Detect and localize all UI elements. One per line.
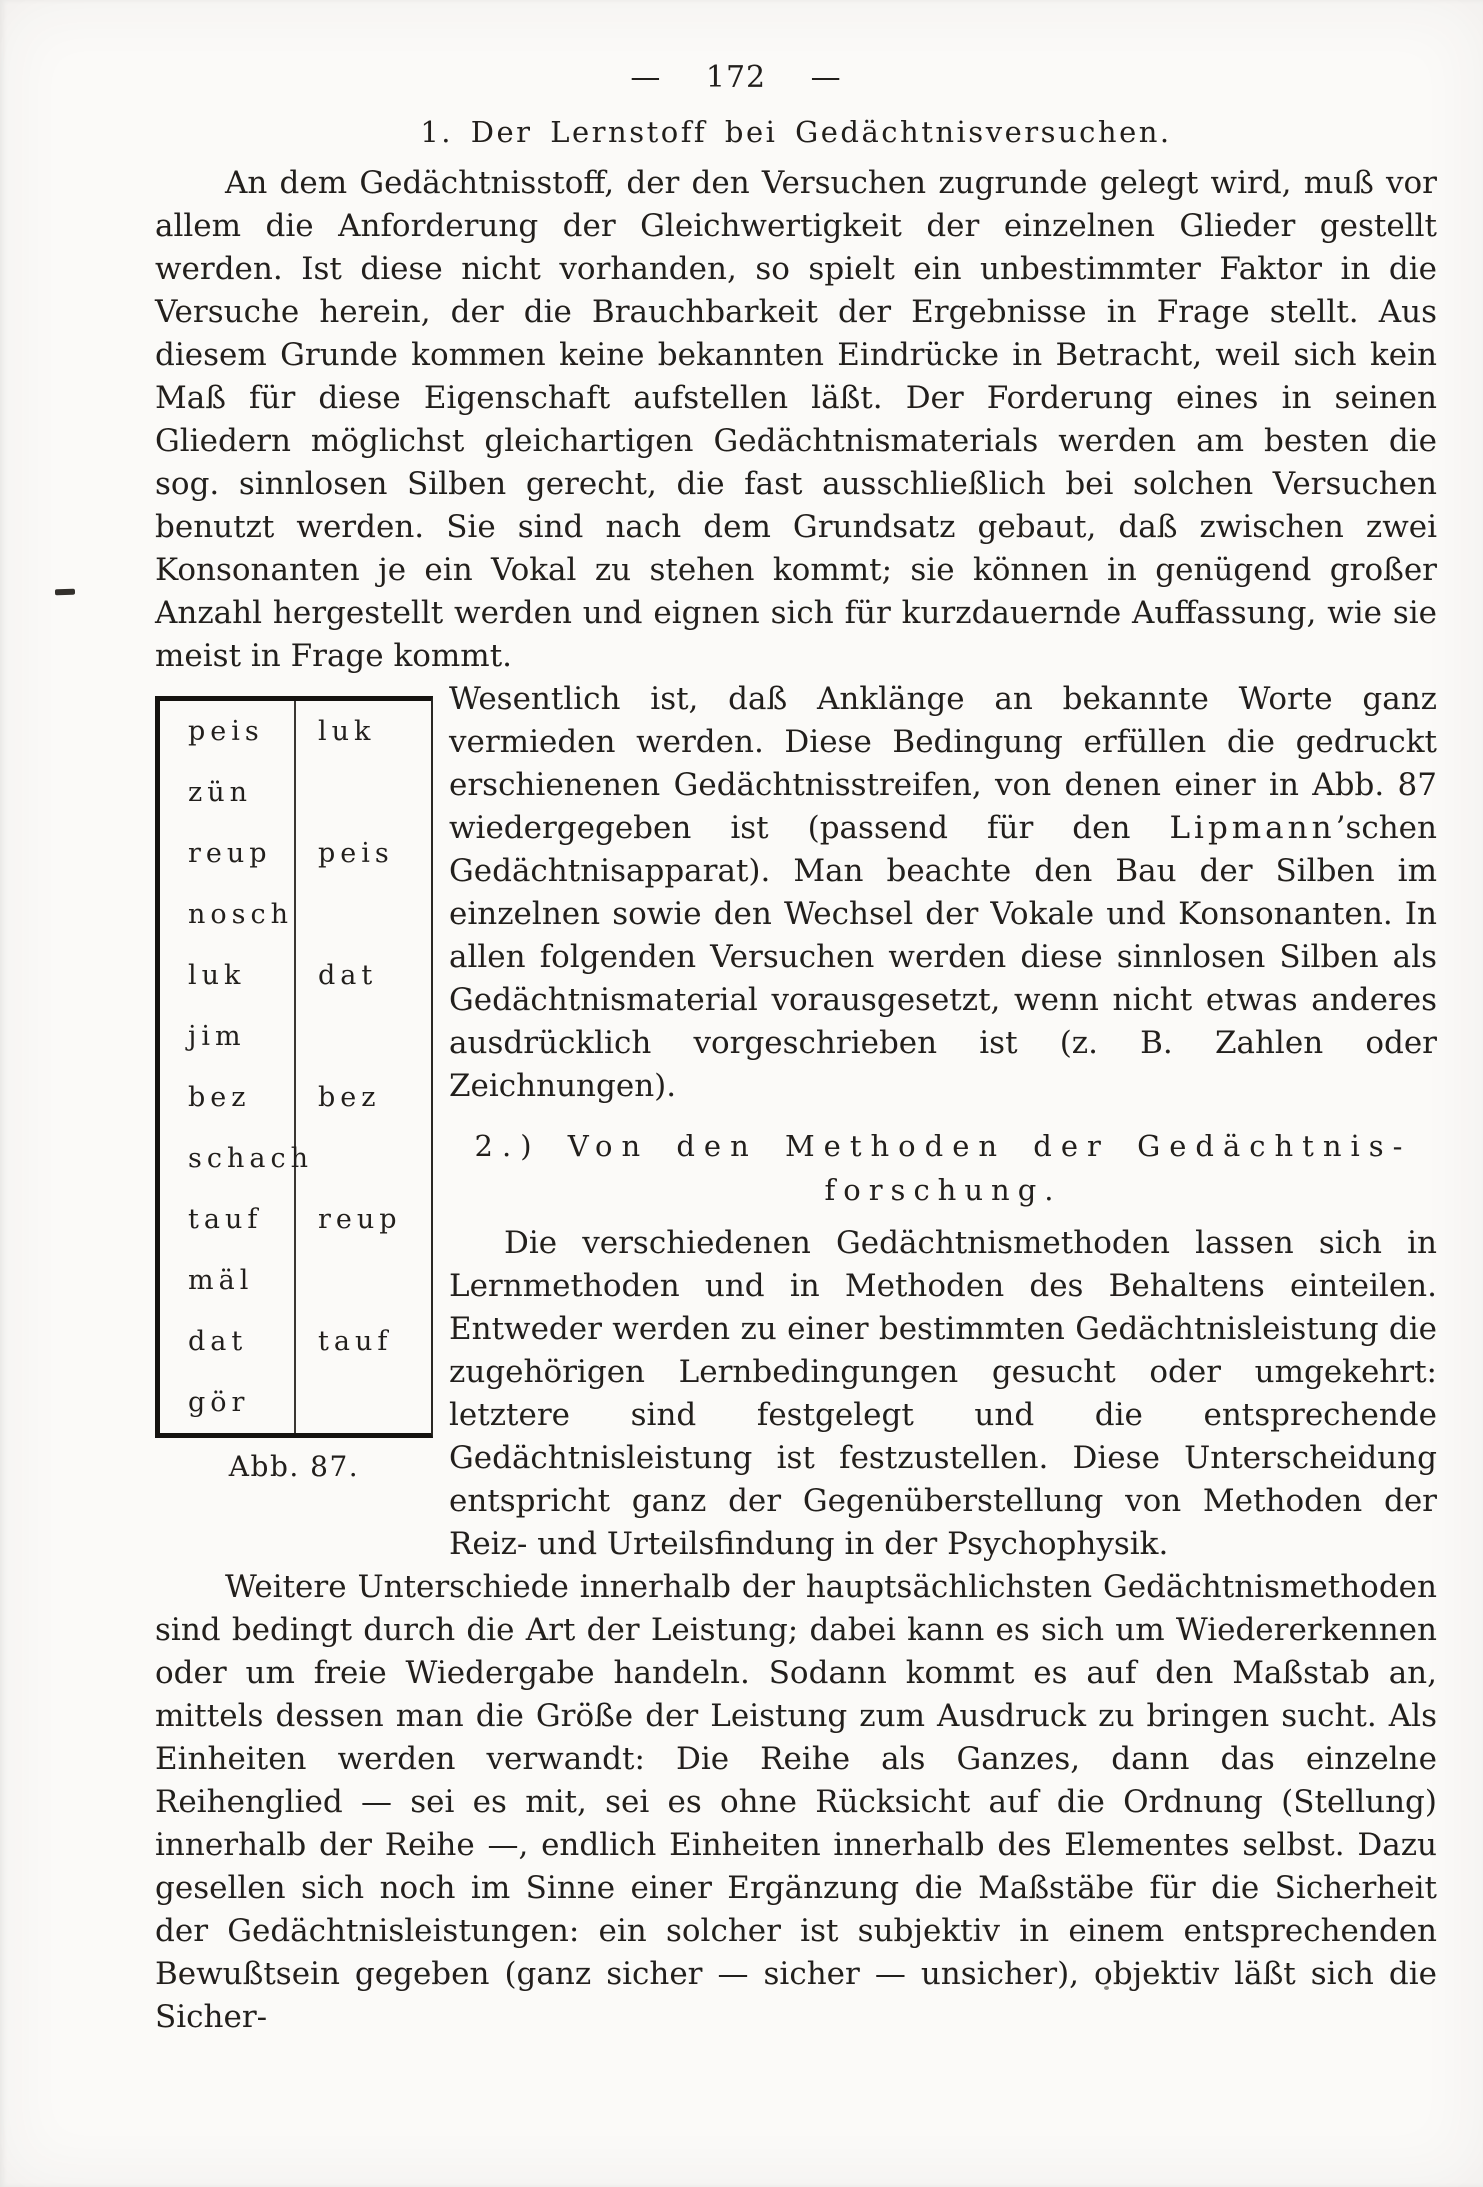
- table-row: [160, 762, 431, 823]
- syllable-right: luk: [318, 716, 376, 747]
- paragraph-3: Weitere Unterschiede innerhalb der hauptsächlichsten Gedächtnismethoden sind bedingt durch die Art der Leistung; dabei kann es sich um Wiedererkennen oder um freie Wiedergabe handeln. Sodann kommt es auf den Maßstab an, mittels dessen man die Größe der Leistung zum Ausdruck zu bringen sucht. Als Einheiten werden verwandt: Die Reihe als Ganzes, dann das einzelne Reihenglied — sei es mit, sei es ohne Rücksicht auf die Ordnung (Stellung) innerhalb der Reihe —, endlich Einheiten innerhalb des Elementes selbst. Dazu gesellen sich noch im Sinne einer Ergänzung die Maßstäbe für die Sicherheit der Gedächtnisleistungen: ein solcher ist subjektiv in einem entsprechenden Bewußtsein gegeben (ganz sicher — sicher — unsicher), objektiv läßt sich die Sicher-: [155, 1569, 1437, 2035]
- page-number: — 172 —: [630, 60, 842, 95]
- name-lipmann: Lipmann: [1169, 810, 1336, 846]
- syllable-table: [155, 696, 433, 1438]
- text-block: [155, 58, 1437, 2039]
- figure-caption: Abb. 87.: [228, 1450, 360, 1483]
- table-row: [160, 1128, 431, 1189]
- table-row: [160, 1067, 431, 1128]
- table-row: [160, 1006, 431, 1067]
- syllable-left: gör: [160, 1372, 296, 1433]
- scan-artifact-dash: [55, 589, 75, 596]
- syllable-left: luk: [160, 945, 296, 1006]
- syllable-left: schach: [160, 1128, 296, 1189]
- table-row: [160, 945, 431, 1006]
- figure-abb-87: [155, 696, 433, 1483]
- syllable-right: reup: [318, 1204, 402, 1235]
- syllable-left: nosch: [160, 884, 296, 945]
- syllable-left: tauf: [160, 1189, 296, 1250]
- syllable-left: mäl: [160, 1250, 296, 1311]
- paragraph-text: ’schen Gedächtnisapparat). Man beachte den Bau der Silben im einzelnen sowie den Wechsel der Vokale und Konsonanten. In allen folgenden Versuchen werden diese sinnlosen Silben als Gedächtnismaterial vorausgesetzt, wenn nicht etwas anderes ausdrücklich vorgeschrieben ist (z. B. Zahlen oder Zeichnungen).: [449, 810, 1437, 1104]
- section-2-heading-line1: 2.) Von den Methoden der Gedächtnis-: [474, 1129, 1412, 1163]
- syllable-left: reup: [160, 823, 296, 884]
- table-row: [160, 1372, 431, 1433]
- section-2-heading-line2: forschung.: [824, 1173, 1062, 1207]
- syllable-left: jim: [160, 1006, 296, 1067]
- syllable-left: bez: [160, 1067, 296, 1128]
- syllable-right: bez: [318, 1082, 381, 1113]
- table-row: [160, 1189, 431, 1250]
- table-row: [160, 823, 431, 884]
- syllable-left: peis: [160, 701, 296, 762]
- table-row: [160, 701, 431, 762]
- table-row: [160, 1250, 431, 1311]
- paragraph-text: Wesentlich ist, daß Anklänge an bekannte Worte ganz vermieden werden. Diese Bedingung erfüllen die gedruckt erschienenen Gedächtnisstreifen, von denen einer in Abb. 87 wiedergegeben ist (passend für den: [449, 681, 1437, 846]
- syllable-left: zün: [160, 762, 296, 823]
- syllable-left: dat: [160, 1311, 296, 1372]
- section-1-heading: 1. Der Lernstoff bei Gedächtnisversuchen.: [420, 115, 1172, 149]
- syllable-right: dat: [318, 960, 378, 991]
- table-row: [160, 884, 431, 945]
- paragraph-2: Die verschiedenen Gedächtnismethoden lassen sich in Lernmethoden und in Methoden des Behaltens einteilen. Entweder werden zu einer bestimmten Gedächtnisleistung die zugehörigen Lernbedingungen gesucht oder umgekehrt: letztere sind festgelegt und die entsprechende Gedächtnisleistung ist festzustellen. Diese Unterscheidung entspricht ganz der Gegenüberstellung von Methoden der Reiz- und Urteilsfindung in der Psychophysik.: [449, 1225, 1437, 1562]
- syllable-right: tauf: [318, 1326, 393, 1357]
- syllable-right: peis: [318, 838, 394, 869]
- paragraph-1: An dem Gedächtnisstoff, der den Versuchen zugrunde gelegt wird, muß vor allem die Anforderung der Gleichwertigkeit der einzelnen Glieder gestellt werden. Ist diese nicht vorhanden, so spielt ein unbestimmter Faktor in die Versuche herein, der die Brauchbarkeit der Ergebnisse in Frage stellt. Aus diesem Grunde kommen keine bekannten Eindrücke in Betracht, weil sich kein Maß für diese Eigenschaft aufstellen läßt. Der Forderung eines in seinen Gliedern möglichst gleichartigen Gedächtnismaterials werden am besten die sog. sinnlosen Silben gerecht, die fast ausschließlich bei solchen Versuchen benutzt werden. Sie sind nach dem Grundsatz gebaut, daß zwischen zwei Konsonanten je ein Vokal zu stehen kommt; sie können in genügend großer Anzahl hergestellt werden und eignen sich für kurzdauernde Auffassung, wie sie meist in Frage kommt.: [155, 165, 1437, 674]
- table-row: [160, 1311, 431, 1372]
